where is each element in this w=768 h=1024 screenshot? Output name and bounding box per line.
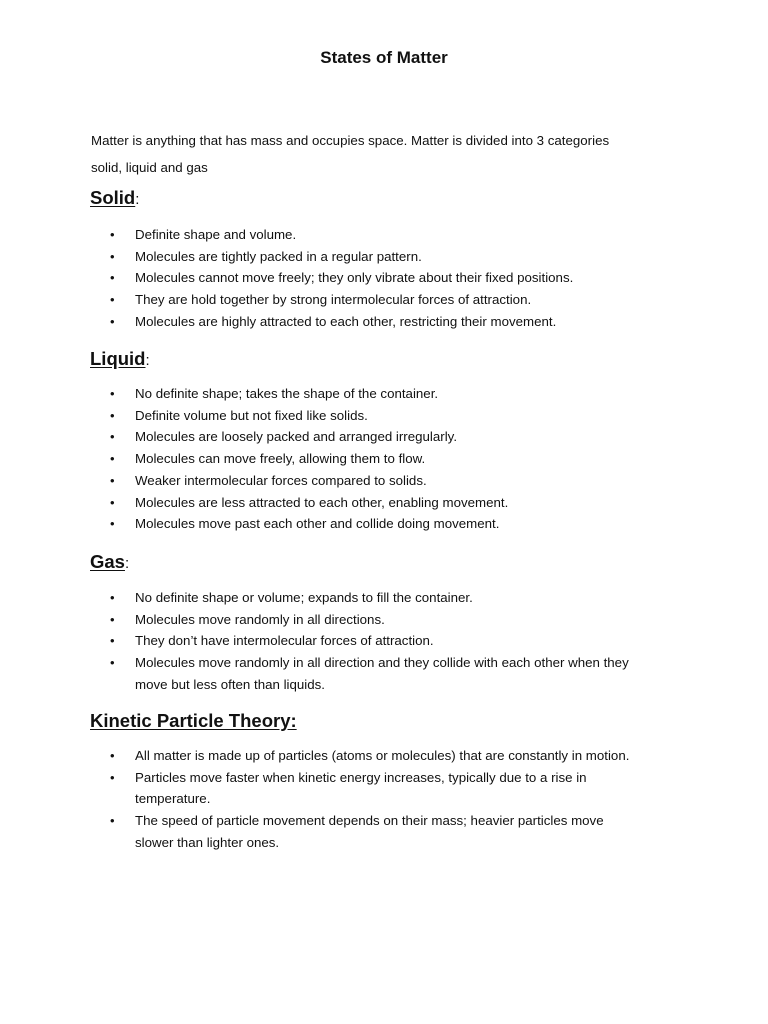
list-item-text: Particles move faster when kinetic energy increases, typically due to a rise in temperature. [135, 769, 587, 807]
list-item-text: The speed of particle movement depends on their mass; heavier particles move slower than lighter ones. [135, 813, 604, 850]
heading-colon: : [290, 710, 297, 731]
list-item [0, 767, 605, 810]
section-heading-text: Liquid [90, 348, 146, 369]
list-item [0, 745, 655, 767]
solid-list [0, 224, 768, 333]
list-item-text: Weaker intermolecular forces compared to solids. [135, 472, 427, 488]
section-heading-solid [90, 187, 139, 211]
list-item [0, 426, 655, 448]
bullet-icon: • [110, 429, 115, 445]
list-item [0, 652, 630, 695]
list-item-text: Definite shape and volume. [135, 227, 297, 242]
list-item-text: Molecules are less attracted to each other, enabling movement. [135, 494, 509, 510]
bullet-icon: • [110, 451, 115, 467]
section-heading-liquid [90, 348, 150, 372]
list-item-text: Molecules move past each other and collide doing movement. [135, 516, 500, 532]
heading-colon: : [145, 352, 150, 369]
bullet-icon: • [110, 494, 115, 510]
list-item-text: Molecules can move freely, allowing them to flow. [135, 451, 426, 467]
section-heading-text: Kinetic Particle Theory [90, 710, 291, 731]
page-title: States of Matter [320, 48, 448, 67]
heading-colon: : [135, 191, 140, 208]
bullet-icon: • [110, 611, 115, 627]
bullet-icon: • [110, 407, 115, 423]
list-item [0, 311, 655, 333]
bullet-icon: • [110, 248, 115, 264]
section-heading-text: Gas [90, 551, 125, 572]
list-item [0, 587, 655, 609]
kinetic-list [0, 745, 768, 854]
heading-colon: : [124, 555, 130, 572]
list-item [0, 267, 655, 289]
bullet-icon: • [110, 313, 115, 329]
bullet-icon: • [110, 516, 115, 532]
list-item [0, 246, 655, 268]
intro-paragraph [91, 127, 691, 181]
list-item [0, 609, 655, 631]
list-item [0, 448, 655, 470]
intro-line-1: Matter is anything that has mass and occupies space. Matter is divided into 3 categories [91, 133, 610, 148]
list-item-text: Molecules are highly attracted to each other, restricting their movement. [135, 313, 557, 329]
list-item [0, 289, 655, 311]
liquid-list [0, 383, 768, 535]
list-item [0, 513, 655, 535]
section-heading-text: Solid [90, 187, 136, 208]
list-item [0, 470, 655, 492]
list-item-text: They don’t have intermolecular forces of attraction. [135, 633, 434, 649]
list-item-text: Molecules cannot move freely; they only vibrate about their fixed positions. [135, 270, 574, 286]
list-item [0, 630, 655, 652]
list-item [0, 492, 655, 514]
list-item [0, 810, 625, 853]
list-item-text: No definite shape; takes the shape of the container. [135, 386, 439, 401]
gas-list [0, 587, 768, 696]
list-item-text: All matter is made up of particles (atoms or molecules) that are constantly in motion. [135, 748, 630, 763]
bullet-icon: • [110, 748, 115, 763]
bullet-icon: • [110, 813, 115, 829]
list-item-text: No definite shape or volume; expands to fill the container. [135, 590, 473, 605]
list-item-text: Molecules move randomly in all directions. [135, 611, 385, 627]
bullet-icon: • [110, 292, 115, 308]
list-item-text: Definite volume but not fixed like solids. [135, 407, 368, 423]
bullet-icon: • [110, 270, 115, 286]
bullet-icon: • [110, 472, 115, 488]
section-heading-kinetic [90, 710, 297, 732]
list-item-text: They are hold together by strong intermolecular forces of attraction. [135, 292, 532, 308]
list-item-text: Molecules move randomly in all direction and they collide with each other when they move but less often than liquids. [135, 655, 629, 692]
bullet-icon: • [110, 386, 115, 401]
bullet-icon: • [110, 655, 115, 671]
bullet-icon: • [110, 227, 115, 242]
intro-line-2: solid, liquid and gas [91, 160, 208, 175]
list-item-text: Molecules are tightly packed in a regular pattern. [135, 248, 422, 264]
list-item [0, 383, 655, 405]
list-item-text: Molecules are loosely packed and arranged irregularly. [135, 429, 458, 445]
bullet-icon: • [110, 590, 115, 605]
list-item [0, 224, 655, 246]
bullet-icon: • [110, 769, 115, 785]
list-item [0, 405, 655, 427]
section-heading-gas [90, 551, 129, 575]
bullet-icon: • [110, 633, 115, 649]
